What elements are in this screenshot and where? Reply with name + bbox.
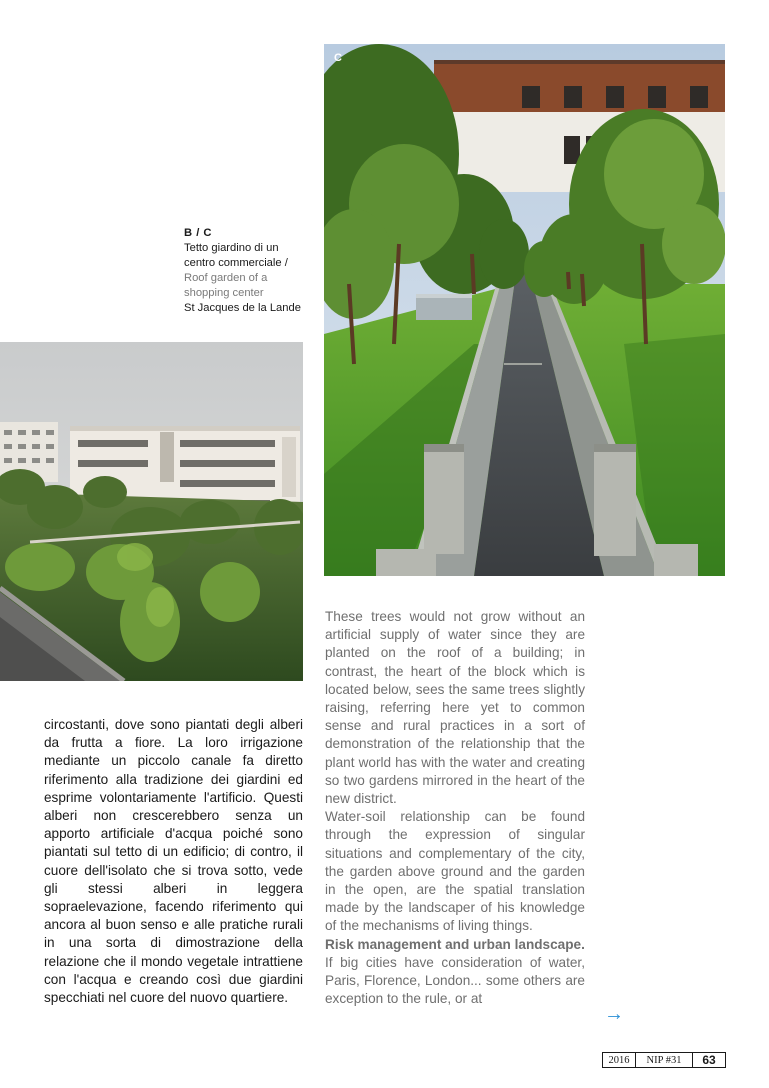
caption-place: St Jacques de la Lande xyxy=(184,302,301,314)
page-number: 63 xyxy=(693,1052,726,1068)
courtyard-photo xyxy=(0,342,303,681)
caption-code: B / C xyxy=(184,227,212,239)
english-paragraph-3: If big cities have consideration of water, Paris, Florence, London... some others are exception to the rule, or at xyxy=(325,954,585,1007)
caption-english: Roof garden of a shopping center xyxy=(184,272,268,299)
english-paragraph-2: Water-soil relationship can be found through the expression of singular situations and complementary of the city, the garden above ground and the garden in the open, are the spatial translation made by the landscaper of his knowledge of the mechanisms of living things. xyxy=(325,809,585,934)
english-paragraph-1: These trees would not grow without an artificial supply of water since they are planted on the roof of a building; in contrast, the heart of the block which is located below, sees the same trees slightly raising, referring here yet to common sense and rural practices in a sort of demonstration of the relationship that the plant world has with the water and creating so two gardens mirrored in the heart of the new district. xyxy=(325,609,585,807)
photo-caption xyxy=(184,226,309,316)
page-footer xyxy=(602,1052,726,1068)
continue-arrow-icon: → xyxy=(604,1003,624,1025)
section-heading: Risk management and urban landscape. xyxy=(325,936,585,952)
caption-italian: Tetto giardino di un centro commerciale / xyxy=(184,242,288,269)
italian-paragraph: circostanti, dove sono piantati degli alberi da frutta a fiore. La loro irrigazione mediante un piccolo canale fa diretto riferimento alla tradizione dei giardini ed esprime volontariamente l'artificio. Questi alberi non crescerebbero senza un apporto artificiale d'acqua poiché sono piantati sul tetto di un edificio; di contro, il cuore dell'isolato che si trova sotto, vede gli stessi alberi in leggera sopraelevazione, facendo riferimento qui ancora al buon senso e alle pratiche rurali in una sorta di dimostrazione della relazione che il mondo vegetale intrattiene con l'acqua e creando così due giardini specchiati nel cuore del nuovo quartiere. xyxy=(44,717,303,1006)
photo-c-roof-garden xyxy=(324,44,725,576)
roof-garden-photo xyxy=(324,44,725,576)
photo-c-label: C xyxy=(334,52,342,64)
photo-b-courtyard xyxy=(0,342,303,681)
footer-year: 2016 xyxy=(602,1052,636,1068)
english-text-column xyxy=(325,608,585,1008)
italian-text-column xyxy=(44,716,303,1007)
footer-issue: NIP #31 xyxy=(636,1052,693,1068)
